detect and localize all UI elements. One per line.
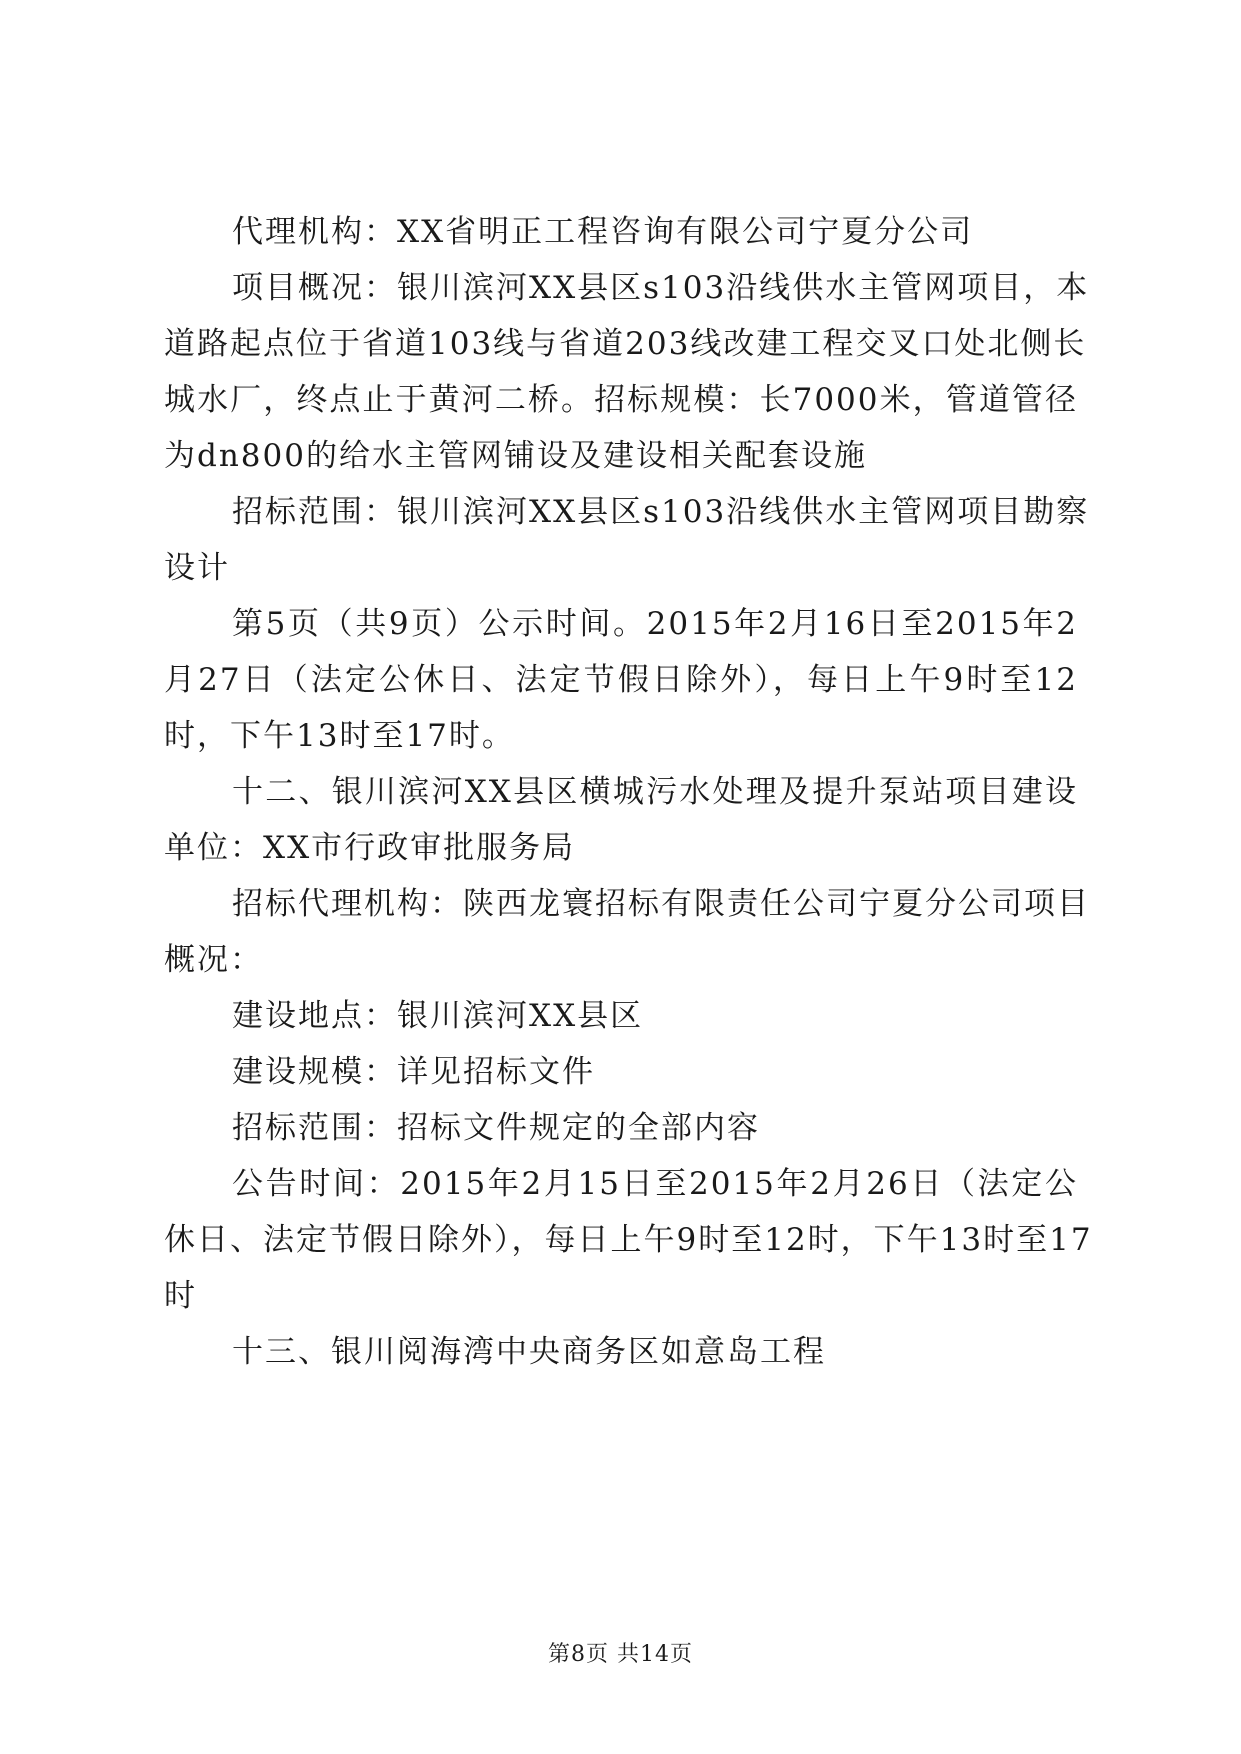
- text-line-tender-scale: 城水厂，终点止于黄河二桥。招标规模：长7000米，管道管径: [164, 382, 1078, 418]
- text-line-tender-agent: 招标代理机构：陕西龙寰招标有限责任公司宁夏分公司项目: [232, 886, 1090, 922]
- text-line-pipe-network: 为dn800的给水主管网铺设及建设相关配套设施: [164, 438, 867, 474]
- text-line-notice-time: 公告时间：2015年2月15日至2015年2月26日（法定公: [232, 1166, 1078, 1202]
- text-line-road-start: 道路起点位于省道103线与省道203线改建工程交叉口处北侧长: [164, 326, 1087, 362]
- text-line-build-scale: 建设规模：详见招标文件: [232, 1054, 595, 1090]
- text-line-publicity-time: 第5页（共9页）公示时间。2015年2月16日至2015年2: [232, 606, 1078, 642]
- text-line-afternoon-hours: 时，下午13时至17时。: [164, 718, 515, 754]
- text-line-hour-end: 时: [164, 1278, 197, 1314]
- text-line-tender-scope: 招标范围：银川滨河XX县区s103沿线供水主管网项目勘察: [232, 494, 1090, 530]
- text-line-notice-hours: 休日、法定节假日除外），每日上午9时至12时，下午13时至17: [164, 1222, 1093, 1258]
- text-line-overview-label: 概况：: [164, 942, 263, 978]
- text-line-tender-range: 招标范围：招标文件规定的全部内容: [232, 1110, 760, 1146]
- page-footer: 第8页 共14页: [548, 1642, 693, 1667]
- text-line-design: 设计: [164, 550, 230, 586]
- text-line-project-overview: 项目概况：银川滨河XX县区s103沿线供水主管网项目，本: [232, 270, 1090, 306]
- text-line-section-twelve: 十二、银川滨河XX县区横城污水处理及提升泵站项目建设: [232, 774, 1078, 810]
- text-line-build-location: 建设地点：银川滨河XX县区: [232, 998, 644, 1034]
- text-line-owner-unit: 单位：XX市行政审批服务局: [164, 830, 576, 866]
- text-line-agency: 代理机构：XX省明正工程咨询有限公司宁夏分公司: [232, 214, 974, 250]
- text-line-section-thirteen: 十三、银川阅海湾中央商务区如意岛工程: [232, 1334, 826, 1370]
- text-line-publicity-hours: 月27日（法定公休日、法定节假日除外），每日上午9时至12: [164, 662, 1078, 698]
